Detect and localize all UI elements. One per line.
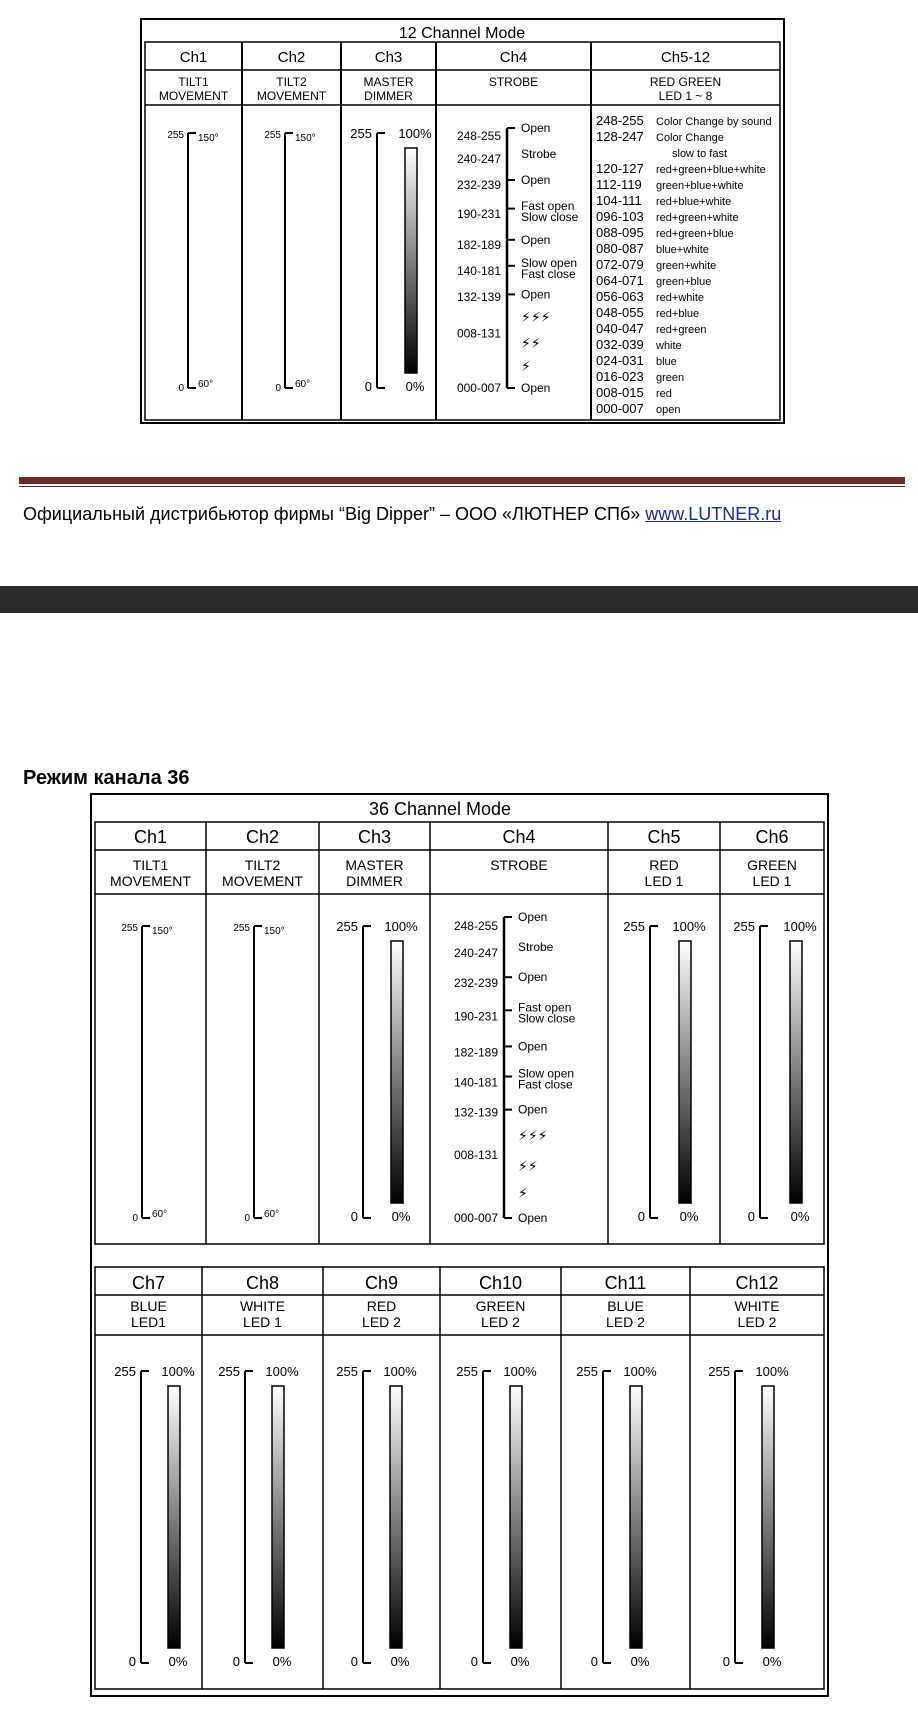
- strobe-label: Slow open: [518, 1066, 575, 1081]
- strobe-range: 008-131: [456, 326, 501, 341]
- divider-thick: [19, 477, 905, 484]
- color-range: 096-103: [596, 209, 644, 224]
- color-desc: slow to fast: [672, 148, 728, 160]
- color-range: 008-015: [596, 385, 644, 400]
- tilt-bottom-value: 0: [132, 1213, 138, 1224]
- strobe-label: Fast close: [518, 1077, 573, 1092]
- dimmer-bottom-percent: 0%: [405, 379, 425, 394]
- tilt-top-angle: 150°: [264, 926, 285, 937]
- color-range: 112-119: [596, 177, 642, 192]
- dimmer-bottom-percent: 0%: [390, 1654, 410, 1669]
- color-desc: Color Change: [656, 132, 724, 144]
- tilt-bottom-value: 0: [244, 1213, 250, 1224]
- strobe-label: Slow open: [521, 256, 578, 271]
- channel-header: Ch2: [277, 49, 306, 66]
- color-desc: blue+white: [656, 244, 709, 256]
- strobe-label: Open: [518, 1211, 548, 1225]
- tilt-top-value: 255: [233, 923, 250, 934]
- divider-thin: [19, 486, 905, 487]
- strobe-range: 182-189: [456, 238, 501, 252]
- dimmer-top-percent: 100%: [384, 919, 418, 934]
- strobe-range: 008-131: [453, 1147, 498, 1162]
- section-heading: Режим канала 36: [23, 767, 190, 789]
- channel-function: GREEN: [747, 857, 797, 873]
- channel-function: MOVEMENT: [158, 89, 229, 103]
- channel-header: Ch10: [478, 1273, 523, 1293]
- strobe-label: Open: [518, 970, 548, 985]
- color-range: 104-111: [596, 193, 642, 208]
- channel-function: WHITE: [239, 1298, 286, 1314]
- page-separator-bar: [0, 586, 918, 613]
- strobe-label: Fast open: [518, 1000, 572, 1015]
- strobe-range: 000-007: [456, 381, 501, 395]
- strobe-range: 240-247: [456, 152, 501, 167]
- dimmer-top-percent: 100%: [161, 1364, 195, 1379]
- channel-function: TILT1: [132, 857, 169, 873]
- channel-header: Ch8: [245, 1273, 280, 1293]
- tilt-top-angle: 150°: [152, 926, 173, 937]
- dimmer-top-value: 255: [733, 919, 755, 934]
- dimmer-top-percent: 100%: [783, 919, 817, 934]
- table-title: 36 Channel Mode: [368, 799, 512, 819]
- dimmer-bottom-value: 0: [590, 1654, 598, 1669]
- strobe-range: 248-255: [456, 128, 501, 143]
- dimmer-bottom-percent: 0%: [679, 1209, 699, 1224]
- dimmer-bottom-value: 0: [747, 1209, 755, 1224]
- dimmer-bottom-percent: 0%: [630, 1654, 650, 1669]
- dimmer-top-value: 255: [456, 1364, 478, 1379]
- dimmer-top-percent: 100%: [398, 126, 432, 141]
- color-desc: red+green+white: [656, 212, 739, 224]
- channel-header: Ch3: [374, 49, 403, 66]
- channel-header: Ch3: [357, 827, 392, 847]
- channel-function: LED 1: [752, 873, 792, 889]
- dimmer-gradient-bar: [630, 1386, 642, 1648]
- dimmer-bottom-value: 0: [722, 1654, 730, 1669]
- strobe-label: Slow close: [518, 1011, 576, 1026]
- strobe-label: Open: [521, 381, 551, 395]
- channel-header: Ch4: [499, 49, 528, 66]
- table-title: 12 Channel Mode: [398, 25, 526, 42]
- dimmer-top-value: 255: [218, 1364, 240, 1379]
- dimmer-top-value: 255: [350, 126, 372, 141]
- dimmer-gradient-bar: [405, 148, 417, 373]
- strobe-range: 232-239: [453, 976, 498, 991]
- color-desc: red+white: [656, 292, 705, 304]
- strobe-range: 132-139: [456, 290, 501, 304]
- channel-function: BLUE: [607, 1298, 644, 1314]
- color-desc: red+green: [656, 324, 707, 336]
- dimmer-bottom-value: 0: [232, 1654, 240, 1669]
- strobe-range: 132-139: [453, 1105, 498, 1120]
- channel-function: MASTER: [345, 857, 404, 873]
- channel-function: TILT2: [276, 75, 307, 89]
- strobe-range: 190-231: [456, 206, 501, 221]
- dimmer-top-value: 255: [336, 1364, 358, 1379]
- strobe-bolt-icon: ⚡⚡⚡: [521, 308, 551, 325]
- color-range: 040-047: [596, 321, 644, 336]
- channel-function: MOVEMENT: [222, 873, 303, 889]
- dimmer-top-value: 255: [114, 1364, 136, 1379]
- channel-function: LED 1 ~ 8: [658, 89, 713, 103]
- channel-table-36: [90, 793, 830, 1699]
- tilt-bottom-angle: 60°: [264, 1209, 280, 1220]
- color-desc: green: [656, 372, 685, 384]
- dimmer-bottom-percent: 0%: [510, 1654, 530, 1669]
- dimmer-bottom-value: 0: [364, 379, 372, 394]
- strobe-range: 140-181: [453, 1075, 498, 1090]
- color-range: 064-071: [596, 273, 644, 288]
- strobe-label: Open: [518, 1039, 548, 1054]
- channel-function: STROBE: [490, 857, 548, 873]
- strobe-label: Slow close: [521, 210, 579, 224]
- channel-function: MASTER: [363, 75, 414, 89]
- channel-function: LED1: [130, 1314, 167, 1330]
- lutner-link[interactable]: www.LUTNER.ru: [645, 504, 782, 524]
- channel-function: LED 1: [644, 873, 684, 889]
- color-range: 080-087: [596, 241, 644, 256]
- dimmer-gradient-bar: [679, 941, 691, 1203]
- color-desc: green+blue: [656, 276, 712, 288]
- dimmer-top-value: 255: [623, 919, 645, 934]
- strobe-bolt-icon: ⚡⚡⚡: [518, 1127, 548, 1144]
- color-range: 120-127: [596, 161, 644, 176]
- dimmer-gradient-bar: [390, 1386, 402, 1648]
- dimmer-gradient-bar: [391, 941, 403, 1203]
- color-range: 048-055: [596, 305, 644, 320]
- channel-header: Ch9: [364, 1273, 399, 1293]
- strobe-range: 000-007: [453, 1211, 498, 1225]
- channel-header: Ch6: [755, 827, 789, 847]
- strobe-bolt-icon: ⚡⚡: [518, 1157, 538, 1174]
- strobe-label: Strobe: [521, 147, 557, 161]
- channel-function: BLUE: [130, 1298, 167, 1314]
- channel-header: Ch1: [133, 827, 168, 847]
- strobe-range: 182-189: [453, 1045, 498, 1060]
- color-range: 024-031: [596, 353, 644, 368]
- channel-function: RED GREEN: [649, 75, 722, 89]
- tilt-bottom-value: 0: [178, 383, 184, 394]
- channel-header: Ch5-12: [660, 49, 711, 66]
- channel-header: Ch7: [131, 1273, 166, 1293]
- color-range: 088-095: [596, 225, 644, 240]
- channel-function: WHITE: [734, 1298, 780, 1314]
- row1-border: [95, 822, 824, 1244]
- strobe-label: Fast close: [521, 267, 576, 282]
- channel-function: STROBE: [488, 75, 539, 89]
- dimmer-bottom-percent: 0%: [272, 1654, 292, 1669]
- channel-table-12: [140, 18, 785, 426]
- dimmer-top-value: 255: [708, 1364, 730, 1379]
- strobe-range: 240-247: [453, 946, 498, 961]
- dimmer-bottom-percent: 0%: [391, 1209, 411, 1224]
- channel-function: LED 2: [737, 1314, 777, 1330]
- dimmer-bottom-value: 0: [350, 1654, 358, 1669]
- channel-header: Ch5: [647, 827, 681, 847]
- color-range: 000-007: [596, 401, 644, 416]
- dimmer-bottom-percent: 0%: [168, 1654, 188, 1669]
- dimmer-top-percent: 100%: [383, 1364, 417, 1379]
- channel-function: LED 2: [362, 1314, 401, 1330]
- tilt-top-value: 255: [167, 130, 184, 141]
- dimmer-bottom-percent: 0%: [790, 1209, 810, 1224]
- channel-header: Ch1: [179, 49, 208, 66]
- tilt-bottom-angle: 60°: [198, 379, 214, 390]
- dimmer-top-percent: 100%: [755, 1364, 789, 1379]
- strobe-bolt-icon: ⚡: [518, 1184, 528, 1201]
- strobe-label: Fast open: [521, 199, 575, 213]
- tilt-bottom-value: 0: [275, 383, 281, 394]
- strobe-label: Open: [521, 121, 551, 135]
- channel-function: DIMMER: [346, 873, 403, 889]
- dimmer-gradient-bar: [168, 1386, 180, 1648]
- color-range: 248-255: [596, 113, 644, 128]
- strobe-range: 232-239: [456, 178, 501, 193]
- dimmer-top-percent: 100%: [623, 1364, 657, 1379]
- dimmer-gradient-bar: [510, 1386, 522, 1648]
- dimmer-top-value: 255: [576, 1364, 598, 1379]
- color-desc: open: [656, 404, 681, 416]
- color-range: 128-247: [596, 129, 644, 144]
- dimmer-bottom-value: 0: [128, 1654, 136, 1669]
- color-desc: green+white: [656, 260, 717, 272]
- tilt-top-angle: 150°: [295, 133, 316, 144]
- strobe-bolt-icon: ⚡⚡: [521, 334, 541, 351]
- dimmer-top-percent: 100%: [265, 1364, 299, 1379]
- channel-function: MOVEMENT: [256, 89, 327, 103]
- channel-function: TILT1: [178, 75, 209, 89]
- strobe-label: Open: [521, 173, 551, 187]
- color-desc: red+blue: [656, 308, 700, 320]
- tilt-bottom-angle: 60°: [152, 1209, 168, 1220]
- channel-function: RED: [649, 857, 679, 873]
- row2-border: [95, 1267, 824, 1689]
- dimmer-gradient-bar: [762, 1386, 774, 1648]
- color-range: 056-063: [596, 289, 644, 304]
- footer-text: Официальный дистрибьютор фирмы “Big Dipper” – ООО «ЛЮТНЕР СПб»: [23, 504, 646, 524]
- tilt-top-angle: 150°: [198, 133, 219, 144]
- distributor-footer: [23, 504, 781, 525]
- color-desc: red+green+blue: [656, 228, 734, 240]
- dimmer-bottom-value: 0: [637, 1209, 645, 1224]
- tilt-top-value: 255: [264, 130, 281, 141]
- dimmer-bottom-value: 0: [350, 1209, 358, 1224]
- color-desc: red+blue+white: [656, 196, 732, 208]
- dimmer-bottom-value: 0: [470, 1654, 478, 1669]
- color-range: 016-023: [596, 369, 644, 384]
- color-desc: Color Change by sound: [656, 116, 772, 128]
- channel-function: LED 2: [481, 1314, 520, 1330]
- strobe-label: Open: [518, 1102, 548, 1117]
- strobe-label: Strobe: [518, 940, 554, 955]
- strobe-label: Open: [521, 287, 551, 302]
- channel-header: Ch12: [735, 1273, 779, 1293]
- channel-function: LED 2: [606, 1314, 645, 1330]
- tilt-top-value: 255: [121, 923, 138, 934]
- dimmer-top-value: 255: [336, 919, 358, 934]
- channel-header: Ch11: [604, 1273, 647, 1293]
- dimmer-gradient-bar: [790, 941, 802, 1203]
- strobe-range: 248-255: [453, 919, 498, 934]
- channel-function: LED 1: [243, 1314, 282, 1330]
- channel-function: TILT2: [244, 857, 281, 873]
- channel-function: DIMMER: [364, 89, 413, 103]
- strobe-label: Open: [521, 232, 551, 247]
- dimmer-top-percent: 100%: [503, 1364, 537, 1379]
- color-desc: white: [656, 340, 682, 352]
- color-desc: red+green+blue+white: [656, 164, 766, 176]
- strobe-range: 190-231: [453, 1009, 498, 1024]
- channel-function: GREEN: [475, 1298, 526, 1314]
- color-desc: blue: [656, 356, 677, 368]
- dimmer-gradient-bar: [272, 1386, 284, 1648]
- dimmer-bottom-percent: 0%: [762, 1654, 782, 1669]
- dimmer-top-percent: 100%: [672, 919, 706, 934]
- channel-function: MOVEMENT: [110, 873, 191, 889]
- channel-header: Ch2: [245, 827, 280, 847]
- channel-header: Ch4: [502, 827, 536, 847]
- tilt-bottom-angle: 60°: [295, 379, 311, 390]
- strobe-range: 140-181: [456, 264, 501, 278]
- strobe-bolt-icon: ⚡: [521, 358, 531, 375]
- color-range: 032-039: [596, 337, 644, 352]
- strobe-label: Open: [518, 910, 548, 924]
- channel-function: RED: [366, 1298, 397, 1314]
- color-desc: green+blue+white: [656, 180, 744, 192]
- color-range: 072-079: [596, 257, 644, 272]
- color-desc: red: [656, 388, 672, 400]
